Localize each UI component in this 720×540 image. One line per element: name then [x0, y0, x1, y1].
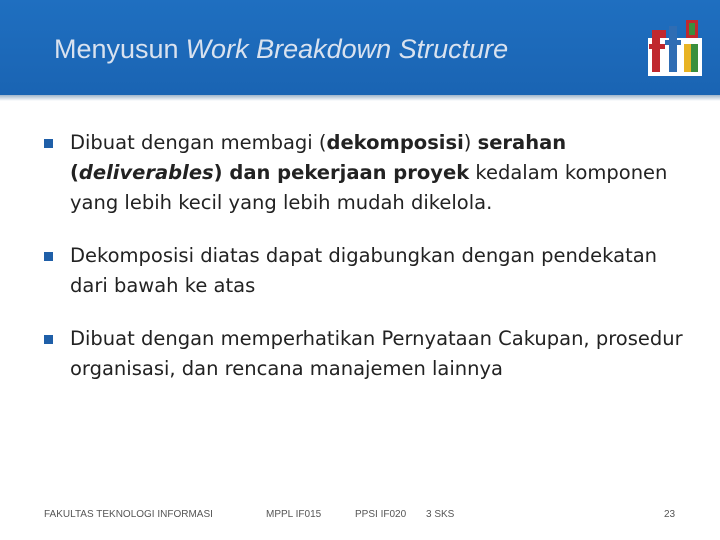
slide-title: [54, 34, 508, 65]
square-bullet-icon: [44, 335, 53, 344]
square-bullet-icon: [44, 252, 53, 261]
bullet-item: Dekomposisi diatas dapat digabungkan dengan pendekatan dari bawah ke atas: [44, 241, 694, 301]
bullet-list: [44, 128, 694, 407]
footer-course-1: MPPL IF015: [266, 509, 322, 520]
square-bullet-icon: [44, 139, 53, 148]
footer-credits: 3 SKS: [426, 509, 455, 520]
bullet-item: Dibuat dengan memperhatikan Pernyataan Cakupan, prosedur organisasi, dan rencana manajemen lainnya: [44, 324, 694, 384]
fti-logo-icon: [648, 18, 702, 76]
title-bar-shadow: [0, 95, 720, 101]
footer-faculty: FAKULTAS TEKNOLOGI INFORMASI: [44, 509, 213, 520]
footer-course-2: PPSI IF020: [355, 509, 407, 520]
slide-number: 23: [664, 509, 676, 520]
slide-title-part1: Menyusun: [54, 34, 179, 64]
bullet-item: Dibuat dengan membagi (dekomposisi) serahan (deliverables) dan pekerjaan proyek kedalam komponen yang lebih kecil yang lebih mudah dikelola.: [44, 128, 694, 218]
slide-title-part2: Work Breakdown Structure: [185, 34, 509, 64]
